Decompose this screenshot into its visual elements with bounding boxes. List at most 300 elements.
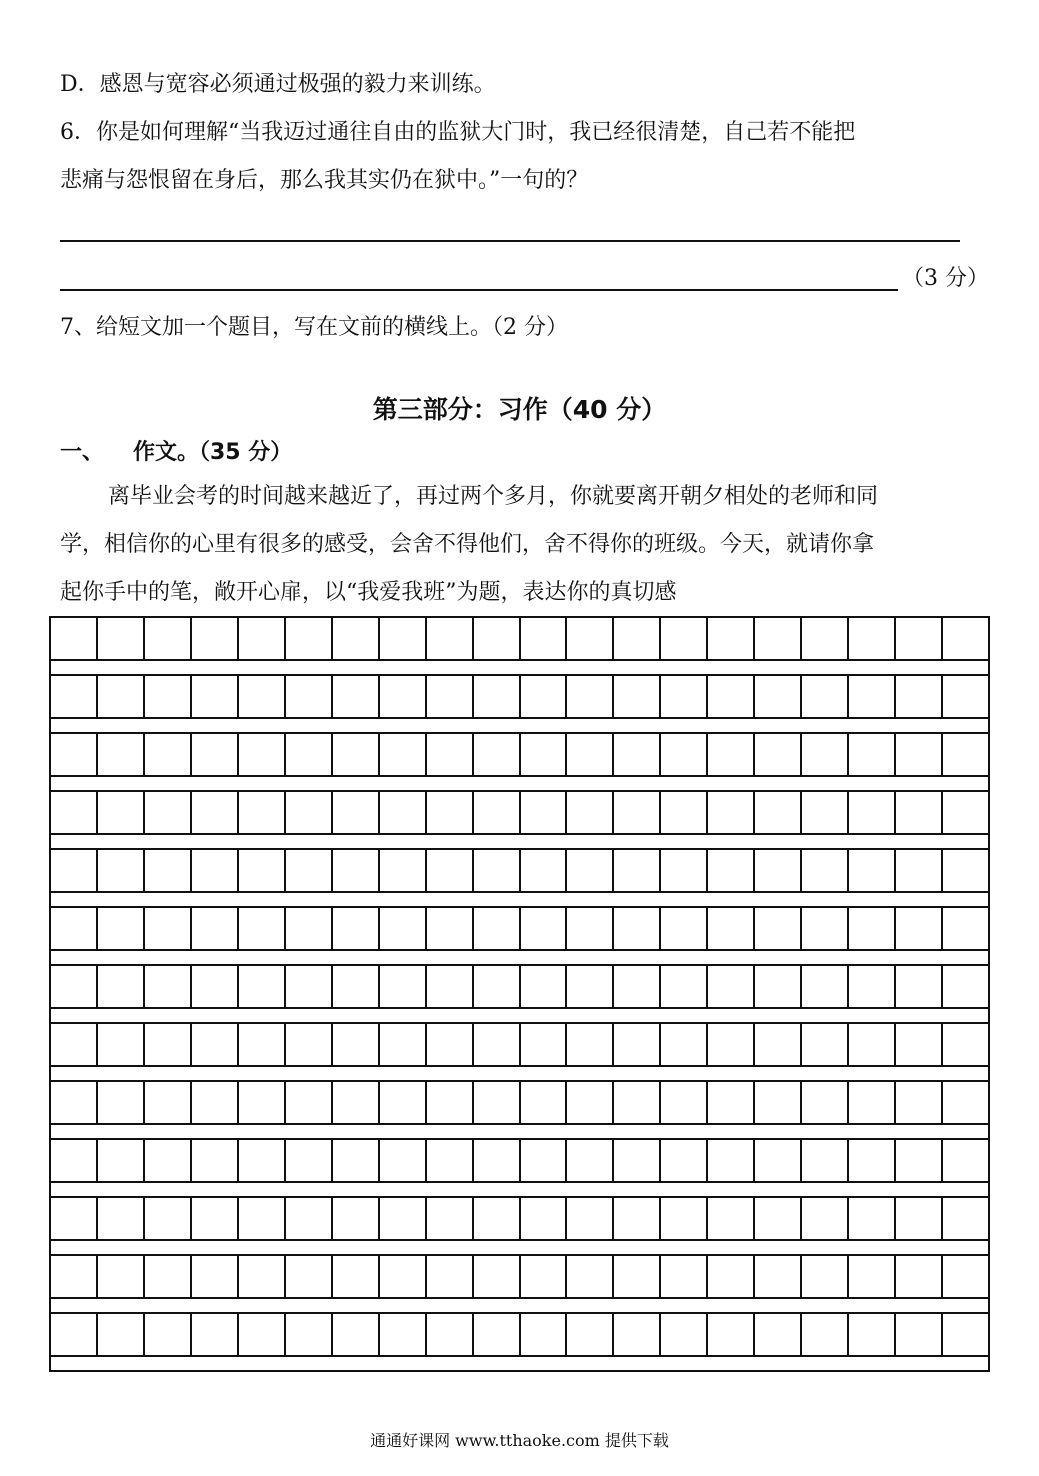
grid-cell[interactable] <box>521 734 568 775</box>
grid-cell[interactable] <box>380 618 427 659</box>
grid-cell[interactable] <box>708 1198 755 1239</box>
grid-cell[interactable] <box>427 966 474 1007</box>
grid-cell[interactable] <box>943 1082 988 1123</box>
grid-cell[interactable] <box>98 792 145 833</box>
grid-cell[interactable] <box>755 792 802 833</box>
grid-cell[interactable] <box>98 1082 145 1123</box>
grid-cell[interactable] <box>192 966 239 1007</box>
grid-cell[interactable] <box>708 676 755 717</box>
grid-cell[interactable] <box>427 1314 474 1355</box>
grid-cell[interactable] <box>239 792 286 833</box>
grid-cell[interactable] <box>380 908 427 949</box>
grid-cell[interactable] <box>661 1198 708 1239</box>
grid-cell[interactable] <box>474 1082 521 1123</box>
grid-cell[interactable] <box>614 734 661 775</box>
grid-cell[interactable] <box>192 1256 239 1297</box>
grid-cell[interactable] <box>614 908 661 949</box>
grid-cell[interactable] <box>286 792 333 833</box>
grid-cell[interactable] <box>943 1314 988 1355</box>
grid-cell[interactable] <box>192 1024 239 1065</box>
grid-cell[interactable] <box>614 792 661 833</box>
grid-cell[interactable] <box>943 908 988 949</box>
grid-cell[interactable] <box>896 1256 943 1297</box>
grid-cell[interactable] <box>708 734 755 775</box>
grid-cell[interactable] <box>708 1140 755 1181</box>
grid-cell[interactable] <box>192 850 239 891</box>
part-3-heading: 第三部分：习作（40 分） <box>372 395 667 424</box>
grid-cell[interactable] <box>51 618 98 659</box>
footer-source: 通通好课网 www.tthaoke.com 提供下载 <box>370 1431 669 1450</box>
grid-cell[interactable] <box>286 1314 333 1355</box>
grid-row-gap <box>51 835 988 850</box>
grid-row-gap <box>51 719 988 734</box>
grid-cell[interactable] <box>286 850 333 891</box>
grid-cell[interactable] <box>427 1082 474 1123</box>
grid-cell[interactable] <box>333 1082 380 1123</box>
grid-cell[interactable] <box>896 1314 943 1355</box>
grid-cell[interactable] <box>849 908 896 949</box>
grid-cell[interactable] <box>661 966 708 1007</box>
grid-cell[interactable] <box>98 1140 145 1181</box>
grid-cell[interactable] <box>521 792 568 833</box>
grid-cell[interactable] <box>567 1082 614 1123</box>
grid-cell[interactable] <box>286 966 333 1007</box>
grid-cell[interactable] <box>380 1024 427 1065</box>
grid-row-gap <box>51 1241 988 1256</box>
grid-cell[interactable] <box>802 1314 849 1355</box>
grid-cell[interactable] <box>192 734 239 775</box>
grid-cell[interactable] <box>896 792 943 833</box>
grid-cell[interactable] <box>708 1256 755 1297</box>
grid-cell[interactable] <box>98 1198 145 1239</box>
grid-cell[interactable] <box>474 966 521 1007</box>
grid-cell[interactable] <box>474 792 521 833</box>
grid-cell[interactable] <box>239 1140 286 1181</box>
grid-cell[interactable] <box>98 618 145 659</box>
grid-cell[interactable] <box>333 676 380 717</box>
grid-row <box>51 792 988 835</box>
grid-cell[interactable] <box>427 618 474 659</box>
grid-cell[interactable] <box>708 908 755 949</box>
grid-cell[interactable] <box>333 1314 380 1355</box>
grid-cell[interactable] <box>286 908 333 949</box>
grid-cell[interactable] <box>896 1198 943 1239</box>
grid-cell[interactable] <box>567 1198 614 1239</box>
grid-cell[interactable] <box>521 966 568 1007</box>
question-6-score: （3 分） <box>902 266 989 291</box>
grid-cell[interactable] <box>755 618 802 659</box>
grid-cell[interactable] <box>427 850 474 891</box>
grid-cell[interactable] <box>896 1024 943 1065</box>
grid-cell[interactable] <box>708 1314 755 1355</box>
grid-cell[interactable] <box>474 734 521 775</box>
grid-cell[interactable] <box>567 676 614 717</box>
grid-row <box>51 1198 988 1241</box>
grid-row <box>51 1082 988 1125</box>
grid-cell[interactable] <box>239 676 286 717</box>
grid-cell[interactable] <box>380 1140 427 1181</box>
grid-cell[interactable] <box>661 676 708 717</box>
grid-cell[interactable] <box>192 618 239 659</box>
grid-cell[interactable] <box>145 1256 192 1297</box>
grid-cell[interactable] <box>239 734 286 775</box>
grid-row <box>51 966 988 1009</box>
grid-cell[interactable] <box>192 1314 239 1355</box>
grid-cell[interactable] <box>239 1082 286 1123</box>
grid-cell[interactable] <box>849 734 896 775</box>
grid-cell[interactable] <box>51 1256 98 1297</box>
grid-cell[interactable] <box>849 850 896 891</box>
section-title: 作文。（35 分） <box>133 440 293 465</box>
grid-cell[interactable] <box>333 792 380 833</box>
grid-cell[interactable] <box>427 676 474 717</box>
grid-cell[interactable] <box>380 966 427 1007</box>
grid-cell[interactable] <box>802 1256 849 1297</box>
grid-cell[interactable] <box>896 908 943 949</box>
grid-cell[interactable] <box>192 1082 239 1123</box>
grid-cell[interactable] <box>192 792 239 833</box>
grid-cell[interactable] <box>943 850 988 891</box>
grid-cell[interactable] <box>286 1140 333 1181</box>
grid-cell[interactable] <box>427 1198 474 1239</box>
grid-cell[interactable] <box>51 850 98 891</box>
grid-cell[interactable] <box>802 792 849 833</box>
grid-cell[interactable] <box>380 1256 427 1297</box>
grid-cell[interactable] <box>333 734 380 775</box>
grid-cell[interactable] <box>896 1082 943 1123</box>
grid-cell[interactable] <box>51 908 98 949</box>
grid-row-gap <box>51 777 988 792</box>
grid-cell[interactable] <box>427 1256 474 1297</box>
grid-cell[interactable] <box>239 966 286 1007</box>
grid-cell[interactable] <box>51 1314 98 1355</box>
grid-cell[interactable] <box>145 792 192 833</box>
grid-cell[interactable] <box>286 734 333 775</box>
grid-cell[interactable] <box>849 792 896 833</box>
grid-row-gap <box>51 1299 988 1314</box>
grid-cell[interactable] <box>98 1314 145 1355</box>
grid-row-gap <box>51 951 988 966</box>
writing-grid[interactable] <box>49 616 990 1372</box>
grid-cell[interactable] <box>849 1140 896 1181</box>
grid-cell[interactable] <box>145 618 192 659</box>
grid-row <box>51 1140 988 1183</box>
grid-cell[interactable] <box>755 850 802 891</box>
grid-cell[interactable] <box>333 850 380 891</box>
grid-cell[interactable] <box>51 1198 98 1239</box>
grid-row <box>51 908 988 951</box>
answer-line-2[interactable] <box>60 289 898 291</box>
grid-cell[interactable] <box>521 1082 568 1123</box>
grid-cell[interactable] <box>661 1256 708 1297</box>
grid-cell[interactable] <box>755 1082 802 1123</box>
grid-row <box>51 850 988 893</box>
grid-cell[interactable] <box>708 1082 755 1123</box>
grid-cell[interactable] <box>567 966 614 1007</box>
grid-cell[interactable] <box>380 734 427 775</box>
grid-cell[interactable] <box>521 1198 568 1239</box>
grid-cell[interactable] <box>943 734 988 775</box>
grid-cell[interactable] <box>755 1256 802 1297</box>
grid-cell[interactable] <box>474 1256 521 1297</box>
grid-cell[interactable] <box>567 734 614 775</box>
grid-cell[interactable] <box>661 1082 708 1123</box>
grid-cell[interactable] <box>145 1140 192 1181</box>
grid-row-gap <box>51 1009 988 1024</box>
essay-prompt-line-2: 学，相信你的心里有很多的感受，会舍不得他们，舍不得你的班级。今天，就请你拿 <box>60 532 875 557</box>
grid-cell[interactable] <box>943 618 988 659</box>
grid-cell[interactable] <box>708 966 755 1007</box>
grid-cell[interactable] <box>51 966 98 1007</box>
grid-cell[interactable] <box>896 850 943 891</box>
question-5-option-d: D．感恩与宽容必须通过极强的毅力来训练。 <box>60 72 496 97</box>
grid-cell[interactable] <box>614 618 661 659</box>
grid-cell[interactable] <box>896 1140 943 1181</box>
grid-cell[interactable] <box>145 908 192 949</box>
grid-cell[interactable] <box>661 618 708 659</box>
grid-row-gap <box>51 1357 988 1372</box>
grid-cell[interactable] <box>849 1024 896 1065</box>
grid-cell[interactable] <box>286 676 333 717</box>
grid-cell[interactable] <box>98 734 145 775</box>
grid-cell[interactable] <box>755 908 802 949</box>
grid-cell[interactable] <box>567 618 614 659</box>
grid-cell[interactable] <box>51 676 98 717</box>
grid-cell[interactable] <box>708 792 755 833</box>
grid-row-gap <box>51 1125 988 1140</box>
grid-cell[interactable] <box>802 850 849 891</box>
grid-cell[interactable] <box>661 792 708 833</box>
grid-cell[interactable] <box>286 1256 333 1297</box>
grid-cell[interactable] <box>145 1082 192 1123</box>
grid-cell[interactable] <box>51 1082 98 1123</box>
grid-cell[interactable] <box>427 1024 474 1065</box>
essay-prompt-line-3: 起你手中的笔，敞开心扉，以“我爱我班”为题，表达你的真切感 <box>60 580 677 605</box>
grid-cell[interactable] <box>474 618 521 659</box>
grid-cell[interactable] <box>567 850 614 891</box>
grid-cell[interactable] <box>708 850 755 891</box>
grid-cell[interactable] <box>192 676 239 717</box>
grid-cell[interactable] <box>333 1140 380 1181</box>
grid-cell[interactable] <box>614 1314 661 1355</box>
grid-cell[interactable] <box>427 792 474 833</box>
grid-cell[interactable] <box>192 1140 239 1181</box>
grid-cell[interactable] <box>145 966 192 1007</box>
grid-cell[interactable] <box>567 792 614 833</box>
grid-cell[interactable] <box>614 1140 661 1181</box>
grid-cell[interactable] <box>333 1024 380 1065</box>
question-7: 7、给短文加一个题目，写在文前的横线上。（2 分） <box>60 315 568 340</box>
grid-cell[interactable] <box>380 1314 427 1355</box>
grid-cell[interactable] <box>849 1256 896 1297</box>
grid-cell[interactable] <box>239 1256 286 1297</box>
grid-cell[interactable] <box>239 850 286 891</box>
grid-cell[interactable] <box>849 676 896 717</box>
grid-cell[interactable] <box>802 908 849 949</box>
grid-cell[interactable] <box>521 1314 568 1355</box>
grid-cell[interactable] <box>755 734 802 775</box>
grid-cell[interactable] <box>849 966 896 1007</box>
grid-cell[interactable] <box>239 1024 286 1065</box>
grid-cell[interactable] <box>755 1314 802 1355</box>
grid-cell[interactable] <box>51 1024 98 1065</box>
grid-cell[interactable] <box>286 1082 333 1123</box>
grid-cell[interactable] <box>661 908 708 949</box>
grid-cell[interactable] <box>943 1256 988 1297</box>
grid-cell[interactable] <box>380 792 427 833</box>
grid-cell[interactable] <box>145 1024 192 1065</box>
grid-cell[interactable] <box>145 1314 192 1355</box>
grid-row <box>51 676 988 719</box>
grid-cell[interactable] <box>239 618 286 659</box>
grid-cell[interactable] <box>661 850 708 891</box>
grid-row-gap <box>51 661 988 676</box>
section-number: 一、 <box>60 440 105 465</box>
grid-cell[interactable] <box>802 734 849 775</box>
grid-row <box>51 618 988 661</box>
question-6-line-1: 6．你是如何理解“当我迈过通往自由的监狱大门时，我已经很清楚，自己若不能把 <box>60 120 856 145</box>
grid-cell[interactable] <box>755 966 802 1007</box>
grid-row <box>51 734 988 777</box>
grid-cell[interactable] <box>145 734 192 775</box>
grid-cell[interactable] <box>333 908 380 949</box>
grid-cell[interactable] <box>98 676 145 717</box>
grid-cell[interactable] <box>755 1140 802 1181</box>
grid-cell[interactable] <box>802 1140 849 1181</box>
grid-cell[interactable] <box>849 618 896 659</box>
grid-cell[interactable] <box>286 1198 333 1239</box>
grid-cell[interactable] <box>239 908 286 949</box>
grid-cell[interactable] <box>474 908 521 949</box>
grid-cell[interactable] <box>849 1198 896 1239</box>
grid-cell[interactable] <box>849 1314 896 1355</box>
grid-cell[interactable] <box>849 1082 896 1123</box>
grid-row-gap <box>51 1183 988 1198</box>
grid-cell[interactable] <box>943 1024 988 1065</box>
grid-cell[interactable] <box>98 908 145 949</box>
grid-cell[interactable] <box>614 1024 661 1065</box>
grid-row <box>51 1314 988 1357</box>
grid-cell[interactable] <box>286 1024 333 1065</box>
grid-cell[interactable] <box>755 1024 802 1065</box>
grid-cell[interactable] <box>802 966 849 1007</box>
grid-cell[interactable] <box>802 1198 849 1239</box>
grid-cell[interactable] <box>661 1024 708 1065</box>
grid-cell[interactable] <box>943 1198 988 1239</box>
grid-cell[interactable] <box>333 1256 380 1297</box>
grid-cell[interactable] <box>474 1024 521 1065</box>
grid-cell[interactable] <box>427 908 474 949</box>
grid-cell[interactable] <box>521 850 568 891</box>
grid-cell[interactable] <box>567 1314 614 1355</box>
grid-cell[interactable] <box>380 850 427 891</box>
grid-cell[interactable] <box>661 1314 708 1355</box>
grid-cell[interactable] <box>896 676 943 717</box>
grid-cell[interactable] <box>755 1198 802 1239</box>
answer-line-1[interactable] <box>60 240 960 242</box>
grid-cell[interactable] <box>98 850 145 891</box>
grid-cell[interactable] <box>521 1024 568 1065</box>
grid-cell[interactable] <box>614 1256 661 1297</box>
grid-cell[interactable] <box>474 676 521 717</box>
grid-cell[interactable] <box>51 734 98 775</box>
grid-cell[interactable] <box>427 1140 474 1181</box>
grid-row-gap <box>51 1067 988 1082</box>
grid-cell[interactable] <box>333 966 380 1007</box>
grid-row <box>51 1024 988 1067</box>
grid-cell[interactable] <box>614 966 661 1007</box>
grid-cell[interactable] <box>896 734 943 775</box>
grid-cell[interactable] <box>474 1140 521 1181</box>
grid-cell[interactable] <box>943 676 988 717</box>
grid-cell[interactable] <box>145 850 192 891</box>
grid-cell[interactable] <box>521 1140 568 1181</box>
grid-cell[interactable] <box>802 1082 849 1123</box>
grid-cell[interactable] <box>708 618 755 659</box>
grid-cell[interactable] <box>98 1256 145 1297</box>
grid-cell[interactable] <box>614 1082 661 1123</box>
grid-cell[interactable] <box>567 908 614 949</box>
question-6-line-2: 悲痛与怨恨留在身后，那么我其实仍在狱中。”一句的？ <box>60 168 589 193</box>
grid-cell[interactable] <box>567 1256 614 1297</box>
grid-cell[interactable] <box>802 618 849 659</box>
grid-cell[interactable] <box>614 850 661 891</box>
grid-row-gap <box>51 893 988 908</box>
grid-cell[interactable] <box>98 966 145 1007</box>
grid-cell[interactable] <box>474 850 521 891</box>
grid-cell[interactable] <box>474 1198 521 1239</box>
grid-cell[interactable] <box>286 618 333 659</box>
grid-cell[interactable] <box>380 676 427 717</box>
grid-cell[interactable] <box>521 908 568 949</box>
grid-cell[interactable] <box>239 1314 286 1355</box>
grid-cell[interactable] <box>333 1198 380 1239</box>
grid-cell[interactable] <box>943 966 988 1007</box>
grid-cell[interactable] <box>145 1198 192 1239</box>
grid-cell[interactable] <box>614 676 661 717</box>
grid-cell[interactable] <box>521 676 568 717</box>
grid-cell[interactable] <box>474 1314 521 1355</box>
grid-cell[interactable] <box>145 676 192 717</box>
grid-cell[interactable] <box>51 1140 98 1181</box>
grid-row <box>51 1256 988 1299</box>
grid-cell[interactable] <box>896 618 943 659</box>
grid-cell[interactable] <box>192 908 239 949</box>
grid-cell[interactable] <box>943 1140 988 1181</box>
grid-cell[interactable] <box>614 1198 661 1239</box>
grid-cell[interactable] <box>333 618 380 659</box>
grid-cell[interactable] <box>380 1082 427 1123</box>
grid-cell[interactable] <box>51 792 98 833</box>
grid-cell[interactable] <box>802 676 849 717</box>
grid-cell[interactable] <box>427 734 474 775</box>
grid-cell[interactable] <box>567 1140 614 1181</box>
grid-cell[interactable] <box>896 966 943 1007</box>
grid-cell[interactable] <box>380 1198 427 1239</box>
grid-cell[interactable] <box>521 1256 568 1297</box>
grid-cell[interactable] <box>708 1024 755 1065</box>
grid-cell[interactable] <box>98 1024 145 1065</box>
grid-cell[interactable] <box>755 676 802 717</box>
grid-cell[interactable] <box>567 1024 614 1065</box>
grid-cell[interactable] <box>943 792 988 833</box>
grid-cell[interactable] <box>802 1024 849 1065</box>
grid-cell[interactable] <box>239 1198 286 1239</box>
grid-cell[interactable] <box>661 1140 708 1181</box>
grid-cell[interactable] <box>521 618 568 659</box>
grid-cell[interactable] <box>661 734 708 775</box>
grid-cell[interactable] <box>192 1198 239 1239</box>
